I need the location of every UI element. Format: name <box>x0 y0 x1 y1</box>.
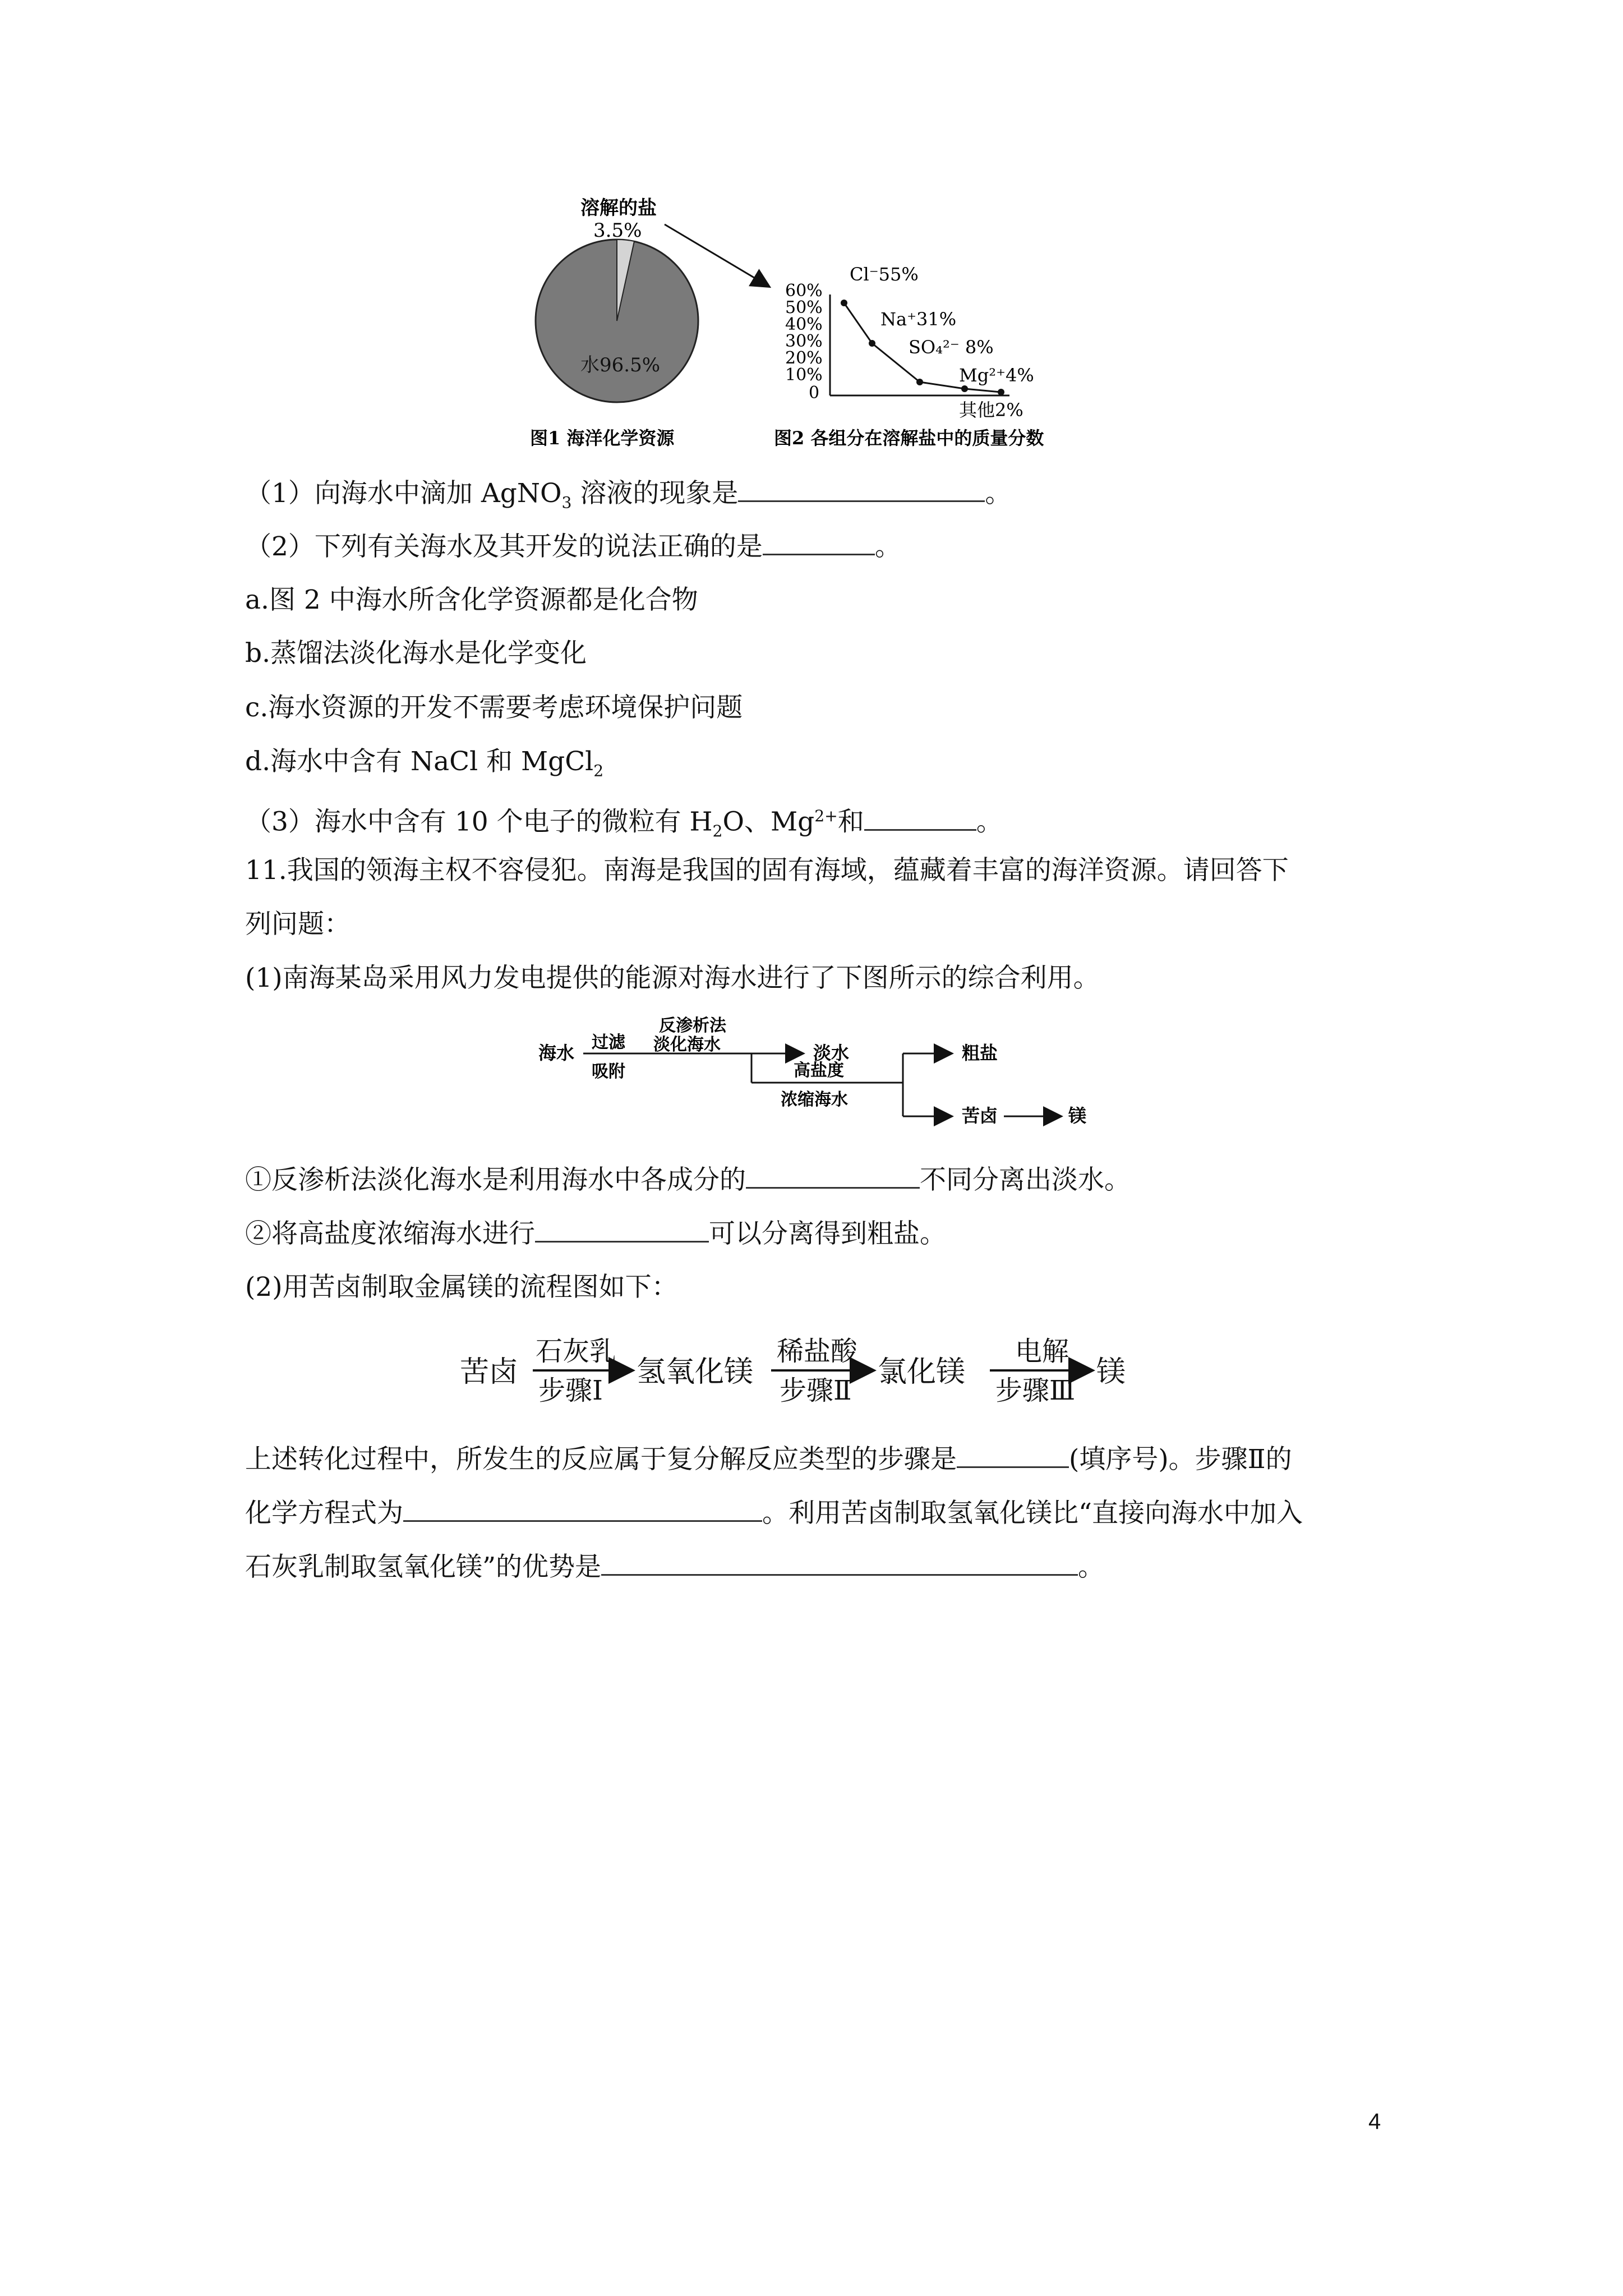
q11-stem-line2: 列问题： <box>245 909 351 940</box>
q10-part1: （1）向海水中滴加 AgNO$_3$ 溶液的现象是 。 <box>245 476 1011 519</box>
flow1-fresh-water: 淡水 <box>813 1042 850 1064</box>
figure2-caption: 图2 各组分在溶解盐中的质量分数 <box>774 427 1044 449</box>
answer-blank[interactable] <box>957 1442 1069 1468</box>
flow2-magnesium-chloride: 氯化镁 <box>878 1355 966 1389</box>
point-label: Mg²⁺4% <box>959 365 1034 386</box>
q10-option-b: b.蒸馏法淡化海水是化学变化 <box>245 638 587 669</box>
data-point-0 <box>841 300 847 306</box>
flow1-seawater: 海水 <box>538 1042 575 1064</box>
y-tick: 0 <box>809 383 820 403</box>
q11-sub2: ②将高盐度浓缩海水进行 可以分离得到粗盐。 <box>245 1216 946 1251</box>
flow1-bittern: 苦卤 <box>962 1105 998 1126</box>
pie-top-value: 3.5% <box>593 219 642 242</box>
answer-blank[interactable] <box>864 804 976 831</box>
pie-inner-label: 水96.5% <box>580 354 661 376</box>
data-point-4 <box>998 389 1004 395</box>
flow1-magnesium: 镁 <box>1068 1105 1087 1126</box>
data-point-2 <box>916 379 923 385</box>
flow2-step3: 步骤Ⅲ <box>995 1375 1076 1406</box>
q11-question-line3: 石灰乳制取氢氧化镁”的优势是 。 <box>245 1549 1104 1584</box>
flow1-crude-salt: 粗盐 <box>962 1042 998 1064</box>
answer-blank[interactable] <box>535 1216 709 1243</box>
flow1-ro-bottom: 淡化海水 <box>653 1035 721 1055</box>
desalination-flow-diagram <box>538 1015 1127 1144</box>
flow2-step2: 步骤Ⅱ <box>780 1375 852 1406</box>
y-tick: 60% <box>785 281 823 301</box>
q11-part1: (1)南海某岛采用风力发电提供的能源对海水进行了下图所示的综合利用。 <box>245 963 1100 993</box>
flow2-step1: 步骤Ⅰ <box>538 1375 603 1406</box>
flow2-dilute-hcl: 稀盐酸 <box>777 1336 858 1367</box>
flow1-brine-bottom: 浓缩海水 <box>781 1090 848 1110</box>
flow2-electrolysis: 电解 <box>1015 1336 1069 1367</box>
data-point-1 <box>869 340 875 347</box>
q11-question-line1: 上述转化过程中，所发生的反应属于复分解反应类型的步骤是 (填序号)。步骤Ⅱ的 <box>245 1442 1292 1476</box>
point-label: 其他2% <box>959 399 1023 421</box>
q10-option-c: c.海水资源的开发不需要考虑环境保护问题 <box>245 692 743 723</box>
q10-option-a: a.图 2 中海水所含化学资源都是化合物 <box>245 585 698 615</box>
y-tick: 40% <box>785 315 823 334</box>
pie-top-label: 溶解的盐 <box>580 197 657 219</box>
q11-sub1: ①反渗析法淡化海水是利用海水中各成分的 不同分离出淡水。 <box>245 1162 1131 1197</box>
flow1-filter: 过滤 <box>592 1033 625 1052</box>
answer-blank[interactable] <box>746 1162 920 1189</box>
y-tick: 10% <box>785 365 823 385</box>
y-tick: 20% <box>785 348 823 368</box>
point-label: Cl⁻55% <box>850 264 919 285</box>
answer-blank[interactable] <box>403 1496 762 1522</box>
q10-option-d: d.海水中含有 NaCl 和 MgCl$_2$ <box>245 746 604 780</box>
q11-stem-line1: 11.我国的领海主权不容侵犯。南海是我国的固有海域，蕴藏着丰富的海洋资源。请回答下 <box>245 855 1289 886</box>
answer-blank[interactable] <box>763 529 875 555</box>
magnesium-flow-diagram <box>460 1327 1161 1422</box>
point-label: SO₄²⁻ 8% <box>909 337 994 358</box>
y-tick: 30% <box>785 332 823 351</box>
flow2-lime-milk: 石灰乳 <box>536 1336 617 1367</box>
q10-part2: （2）下列有关海水及其开发的说法正确的是 。 <box>245 529 901 564</box>
flow2-bittern: 苦卤 <box>460 1355 519 1389</box>
q10-part3: （3）海水中含有 10 个电子的微粒有 $H_2O$、$Mg^{2+}$和 。 <box>245 799 1003 848</box>
q11-question-line2: 化学方程式为 。利用苦卤制取氢氧化镁比“直接向海水中加入 <box>245 1496 1303 1530</box>
flow2-magnesium-hydroxide: 氢氧化镁 <box>637 1355 754 1389</box>
data-point-3 <box>961 385 968 392</box>
point-label: Na⁺31% <box>880 309 957 330</box>
answer-blank[interactable] <box>601 1549 1078 1576</box>
page-number: 4 <box>1368 2109 1381 2134</box>
seawater-figures <box>522 191 1138 454</box>
figure1-caption: 图1 海洋化学资源 <box>530 427 675 449</box>
flow1-brine-top: 高盐度 <box>794 1061 844 1080</box>
flow1-ro-top: 反渗析法 <box>659 1016 726 1036</box>
y-tick: 50% <box>785 298 823 318</box>
flow1-adsorb: 吸附 <box>592 1062 625 1082</box>
answer-blank[interactable] <box>738 476 985 502</box>
flow2-magnesium: 镁 <box>1096 1355 1126 1389</box>
q11-part2: (2)用苦卤制取金属镁的流程图如下： <box>245 1272 678 1303</box>
